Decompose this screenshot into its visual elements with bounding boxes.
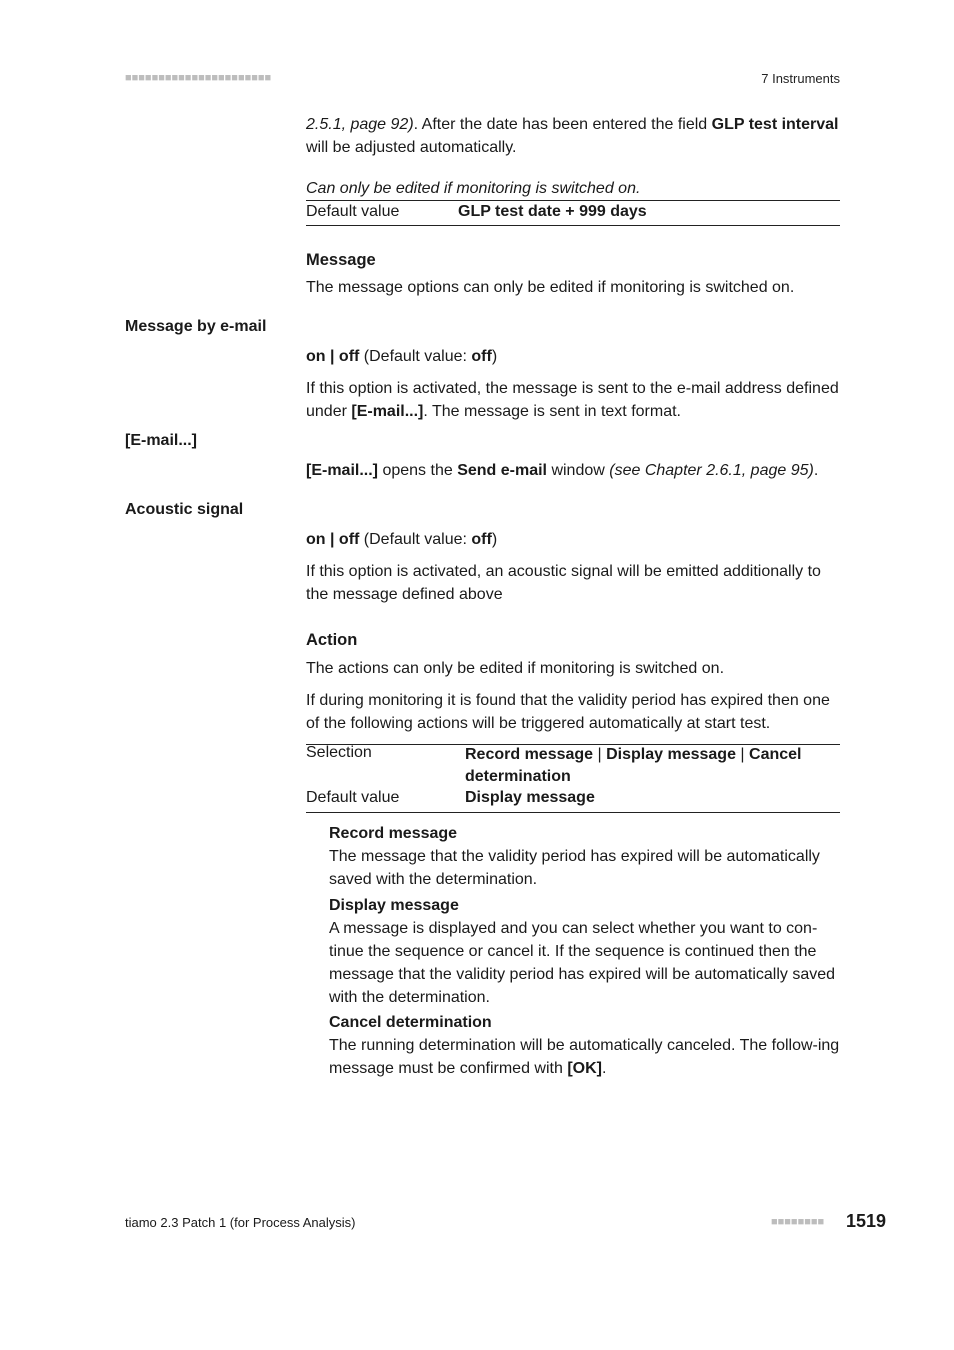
acoustic-onoff: [306, 528, 840, 551]
table-rule: [306, 225, 840, 226]
acoustic-description: If this option is activated, an acoustic signal will be emitted additionally to the message defined above: [306, 563, 821, 603]
action-text-2: If during monitoring it is found that the validity period has expired then one of the following actions will be triggered automatically at start test.: [306, 692, 830, 732]
email-description: [306, 377, 840, 423]
email-button-ref: [E-mail...]: [351, 403, 424, 420]
acoustic-signal-label: Acoustic signal: [125, 501, 244, 518]
option-title: Cancel determination: [329, 1014, 492, 1031]
email-onoff: [306, 345, 840, 368]
email-button-description: [306, 459, 840, 482]
chapter-title: 7 Instruments: [761, 71, 840, 86]
intro-text: . After the date has been entered the field: [413, 116, 712, 133]
default-off: off: [471, 531, 492, 548]
default-value-label: Default value: [306, 789, 400, 806]
header-decoration: ■■■■■■■■■■■■■■■■■■■■■■: [125, 72, 272, 84]
ok-button-ref: [OK]: [567, 1060, 602, 1077]
edit-note-text: Can only be edited if monitoring is switched on.: [306, 180, 641, 197]
intro-text-end: will be adjusted automatically.: [306, 139, 517, 156]
option-display-message: Display message: [606, 746, 736, 763]
period: .: [601, 1060, 607, 1077]
email-button-name: [E-mail...]: [306, 462, 379, 479]
selection-label: Selection: [306, 744, 372, 761]
default-prefix: (Default value:: [359, 348, 472, 365]
email-button-label: [E-mail...]: [125, 432, 198, 449]
window-text: window: [547, 462, 610, 479]
option-title: Display message: [329, 897, 459, 914]
default-value: GLP test date + 999 days: [458, 203, 647, 220]
option-description: The message that the validity period has expired will be automatically saved with the determination.: [329, 848, 820, 888]
period: .: [813, 462, 819, 479]
edit-note: [306, 177, 840, 200]
action-heading: Action: [306, 631, 358, 649]
message-text: The message options can only be edited if monitoring is switched on.: [306, 279, 795, 296]
send-email-window: Send e-mail: [457, 462, 547, 479]
default-prefix: (Default value:: [359, 531, 472, 548]
message-heading: Message: [306, 251, 376, 269]
separator: |: [735, 746, 750, 763]
intro-field: GLP test interval: [711, 116, 839, 133]
separator: |: [593, 746, 607, 763]
default-value: Display message: [465, 789, 595, 806]
selection-values: [465, 744, 840, 788]
option-description: A message is displayed and you can select whether you want to con-tinue the sequence or cancel it. If the sequence is continued then the message that the validity period has expired will be automatically saved with the determination.: [329, 920, 836, 1006]
message-by-email-label: Message by e-mail: [125, 318, 267, 335]
action-text-1: The actions can only be edited if monitoring is switched on.: [306, 660, 725, 677]
intro-reference[interactable]: 2.5.1, page 92): [306, 116, 414, 133]
table-rule: [306, 812, 840, 813]
default-value-label: Default value: [306, 203, 400, 220]
onoff-text: on | off: [306, 531, 360, 548]
intro-paragraph: [306, 113, 840, 159]
option-record-message-block: [329, 822, 841, 891]
option-record-message: Record message: [465, 746, 594, 763]
chapter-reference[interactable]: (see Chapter 2.6.1, page 95): [609, 462, 814, 479]
default-off: off: [471, 348, 492, 365]
opens-text: opens the: [378, 462, 458, 479]
default-suffix: ): [491, 348, 498, 365]
page-number: 1519: [846, 1211, 887, 1231]
email-desc-text: If this option is activated, the message is sent to the e-mail address defined under: [306, 380, 839, 420]
table-rule: [306, 200, 840, 201]
onoff-text: on | off: [306, 348, 360, 365]
default-suffix: ): [491, 531, 498, 548]
option-title: Record message: [329, 825, 458, 842]
email-desc-end: . The message is sent in text format.: [423, 403, 681, 420]
option-description: The running determination will be automatically canceled. The follow-ing message must be confirmed with: [329, 1037, 840, 1077]
footer-decoration: ■■■■■■■■: [771, 1216, 825, 1228]
option-display-message-block: [329, 894, 841, 1009]
footer-product: tiamo 2.3 Patch 1 (for Process Analysis): [125, 1215, 356, 1230]
option-cancel-determination: Cancel determination: [465, 746, 802, 785]
option-cancel-determination-block: [329, 1011, 841, 1080]
